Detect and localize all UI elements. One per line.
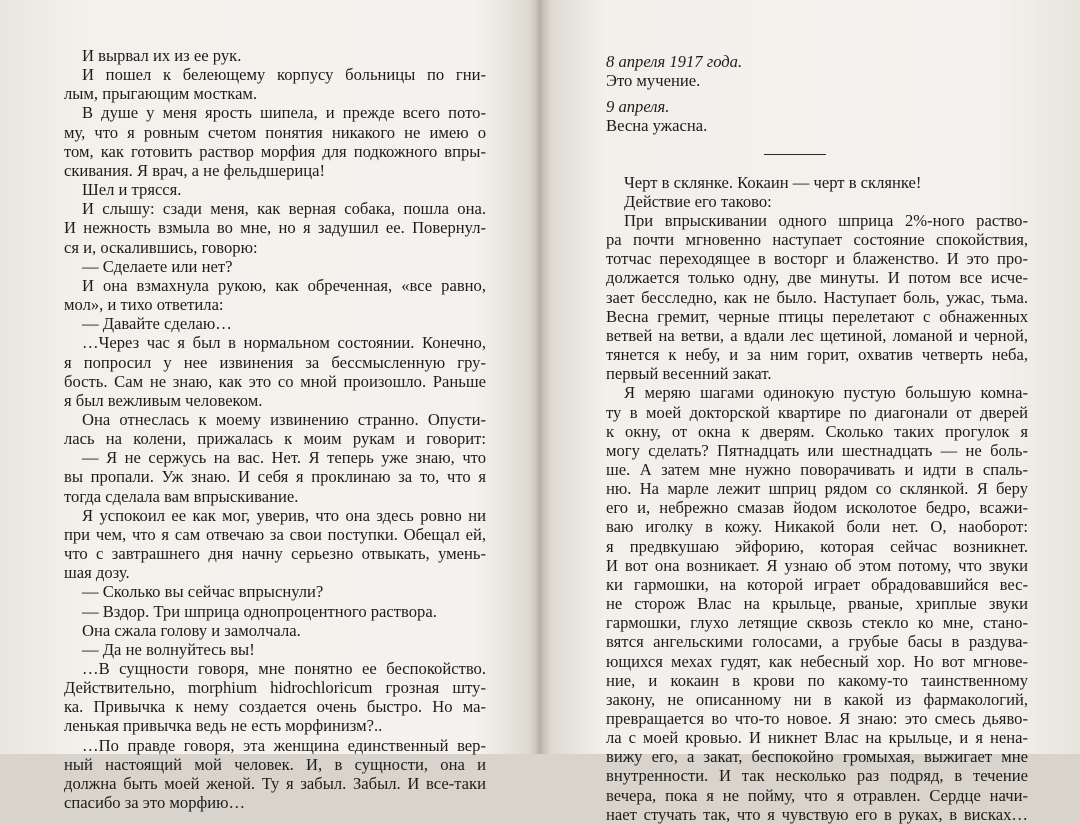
text-line: ту в моей докторской квартире по диагонали от дверей [606,402,1028,422]
text-line: при чем, что я сам отвечаю за свои поступки. Обещал ей, [64,524,486,544]
text-line: могу сделать? Пятнадцать или шестнадцать — не боль- [606,440,1028,460]
text-line: закону, не описанному ни в какой из фармакологий, [606,689,1028,709]
text-line: …В сущности говоря, мне понятно ее беспокойство. [82,659,486,678]
text-line: я попросил у нее извинения за бессмысленную гру- [64,352,486,372]
text-line: му, что я ровным счетом понятия никакого не имею о [64,122,486,142]
text-line: бость. Сам не знаю, как это со мной произошло. Раньше [64,371,486,391]
text-line: Она сжала голову и замолчала. [82,620,301,640]
text-line: …Через час я был в нормальном состоянии. Конечно, [82,333,486,353]
text-line: вижу его, а закат, беспокойно громыхая, выжигает мне [606,747,1028,767]
text-line: Она отнеслась к моему извинению странно. Опусти- [82,409,486,429]
text-line: превращается во что-то новое. Я знаю: это смесь дьяво- [606,709,1028,728]
text-line: мол», и тихо ответила: [64,295,224,315]
text-line: Я успокоил ее как мог, уверив, что она здесь ровно ни [82,505,486,525]
text-line: внутренности. И так несколько раз подряд, в течение [606,766,1028,786]
text-line: ра почти мгновенно наступает состояние спокойствия, [606,230,1028,250]
text-line: шая дозу. [64,563,130,583]
text-line: вы пропали. Уж знаю. И себя я проклинаю за то, что я [64,467,486,487]
text-line: И она взмахнула рукою, как обреченная, «все равно, [82,275,486,295]
entry-date-april-9: 9 апреля. [606,97,670,117]
text-line: И вырвал их из ее рук. [82,46,242,65]
text-line: ние, и кокаин в крови по какому-то таинственному [606,670,1028,690]
text-line: ветвей на ветви, а вдали лес щетиной, ломаной и черной, [606,325,1028,345]
text-line: И пошел к белеющему корпусу больницы по гни- [82,65,486,85]
text-line: вятся ангельскими голосами, а грубые басы в раздува- [606,632,1028,652]
text-line: вечера, пока я не пойму, что я отравлен. Сердце начи- [606,785,1028,805]
text-line: ню. На марле лежит шприц рядом со склянкой. Я беру [606,479,1028,499]
text-line: его и, небрежно смазав йодом исколотое бедро, всажи- [606,498,1028,518]
text-line: лым, прыгающим мосткам. [64,84,258,104]
text-line: скивания. Я врач, а не фельдшерица! [64,160,326,180]
text-line: должается только одну, две минуты. И потом все исче- [606,268,1028,288]
text-line: — Вздор. Три шприца однопроцентного раствора. [82,601,437,621]
text-line: Шел и трясся. [82,180,182,200]
entry-text-april-8: Это мучение. [606,71,701,91]
text-line: Весна гремит, черные птицы перелетают с обнаженных [606,306,1028,326]
text-line: И слышу: сзади меня, как верная собака, пошла она. [82,199,486,219]
text-line: В душе у меня ярость шипела, и прежде всего пото- [82,103,486,123]
entry-text-april-9: Весна ужасна. [606,116,708,136]
text-line: Я меряю шагами одинокую пустую большую комна- [624,383,1028,403]
text-line: При впрыскивании одного шприца 2%-ного раство- [624,210,1028,230]
section-separator-rule [764,154,826,155]
text-line: ленькая привычка ведь не есть морфинизм?.. [64,716,383,736]
text-line: ки гармошки, на которой играет обрадовавшийся вес- [606,574,1028,594]
text-line: И нежность взмыла во мне, но я задушил ее. Повернул- [64,218,486,238]
right-page-body [606,173,1028,824]
text-line: гармошки, глухо летящие сквозь стекло ко мне, стано- [606,613,1028,633]
text-line: нает стучать так, что я чувствую его в руках, в висках… [606,804,1028,824]
text-line: ваю иголку в кожу. Никакой боли нет. О, наоборот: [606,517,1028,537]
text-line: Действительно, morphium hidrochloricum грозная шту- [64,678,486,698]
text-line: И вот она возникает. Я узнаю об этом потому, что звуки [606,555,1028,575]
text-line: к окну, от окна к дверям. Сколько таких прогулок я [606,421,1028,441]
text-line: — Давайте сделаю… [82,314,232,334]
text-line: — Я не сержусь на вас. Нет. Я теперь уже знаю, что [82,448,486,468]
text-line: Действие его таково: [624,191,772,211]
text-line: том, как готовить раствор морфия для подкожного впры- [64,141,486,161]
text-line: ше. А затем мне нужно поворачивать и идти в спаль- [606,459,1028,479]
text-line: — Сделаете или нет? [82,256,233,276]
left-page [0,0,540,813]
text-line: Черт в склянке. Кокаин — черт в склянке! [624,172,922,192]
text-line: я был вежливым человеком. [64,390,263,410]
text-line: тянется к небу, и за ним горит, охватив четверть неба, [606,345,1028,365]
entry-date-april-8: 8 апреля 1917 года. [606,52,743,71]
text-line: ющихся мехах гудят, как небесный хор. Но вот мгнове- [606,651,1028,671]
text-line: — Да не волнуйтесь вы! [82,639,255,659]
text-line: что с завтрашнего дня начну серьезно отвыкать, умень- [64,544,486,564]
text-line: тогда сделала вам впрыскивание. [64,486,299,506]
text-line: не сторож Влас на крыльце, рваные, хриплые звуки [606,594,1028,614]
text-line: …По правде говоря, эта женщина единственный вер- [82,735,486,755]
text-line: ка. Привычка к нему создается очень быстро. Но ма- [64,697,486,717]
text-line: — Сколько вы сейчас впрыснули? [82,582,324,602]
text-line: спасибо за это морфию… [64,793,246,813]
text-line: ный настоящий мой человек. И, в сущности, она и [64,754,486,774]
text-line: должна быть моей женой. Ту я забыл. Забыл. И все-таки [64,773,486,793]
text-line: ся и, оскалившись, говорю: [64,237,258,257]
text-line: зает бесследно, как не было. Наступает боль, ужас, тьма. [606,287,1028,307]
entry-gap [606,90,1028,97]
text-line: ла с моей кровью. И никнет Влас на крыльце, и я нена- [606,728,1028,748]
text-line: тотчас переходящее в восторг и блаженство. И это про- [606,249,1028,269]
text-line: первый весенний закат. [606,364,772,384]
text-line: я предвкушаю эйфорию, которая сейчас возникнет. [606,536,1028,556]
text-line: лась на колени, прижалась к моим рукам и говорит: [64,429,486,449]
right-page [540,0,1080,824]
